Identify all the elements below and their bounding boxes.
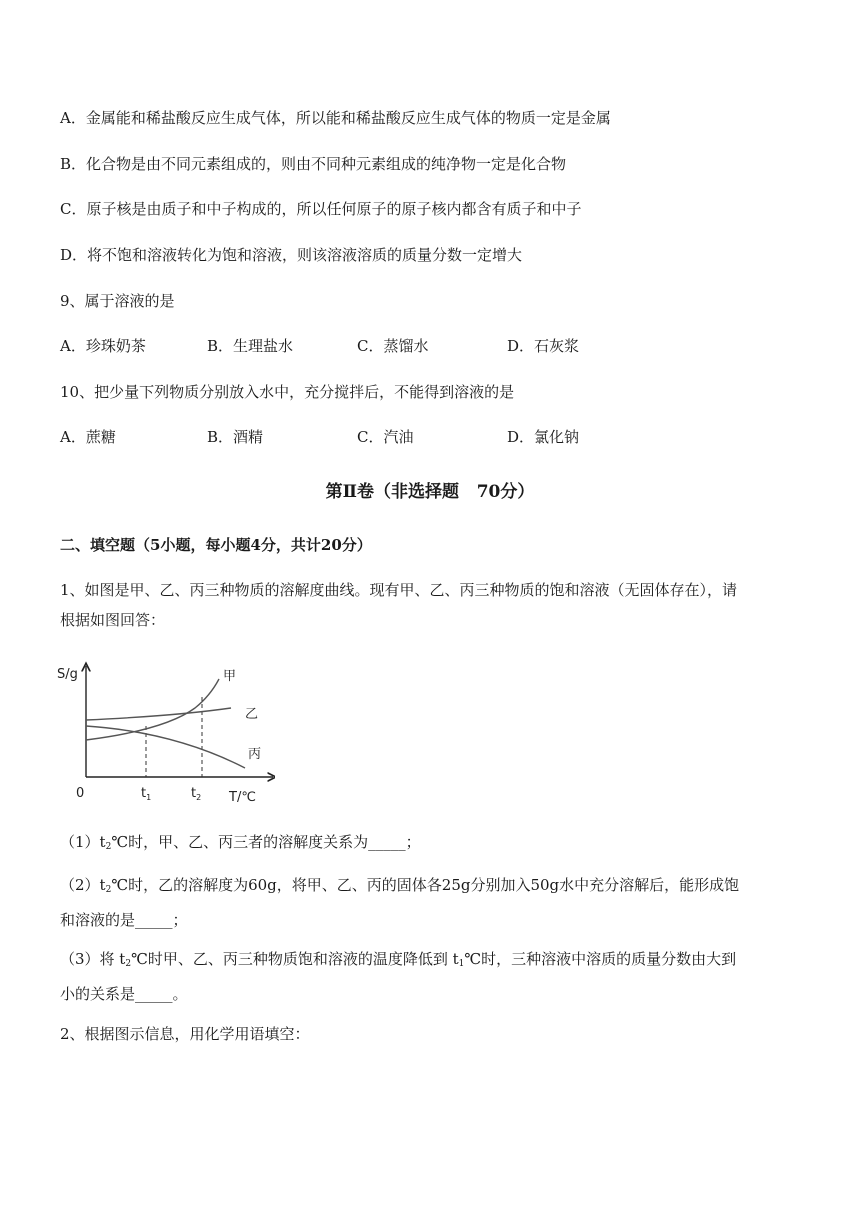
fq1-stem-line1: 1、如图是甲、乙、丙三种物质的溶解度曲线。现有甲、乙、丙三种物质的饱和溶液（无固体存在），请 [60,581,738,599]
q10-option-b: B．酒精 [207,428,264,446]
q10-stem: 10、把少量下列物质分别放入水中，充分搅拌后，不能得到溶液的是 [60,383,515,401]
solubility-chart [55,660,275,810]
section2-title: 二、填空题（5小题，每小题4分，共计20分） [60,536,372,554]
q9-option-a: A．珍珠奶茶 [60,337,146,355]
q8-option-c: C．原子核是由质子和中子构成的，所以任何原子的原子核内都含有质子和中子 [60,200,582,218]
fq1-stem [60,575,805,635]
q8-option-d: D．将不饱和溶液转化为饱和溶液，则该溶液溶质的质量分数一定增大 [60,246,523,264]
part2-title: 第Ⅱ卷（非选择题 70分） [325,482,535,502]
q10-option-a: A．蔗糖 [60,428,116,446]
fq2-stem: 2、根据图示信息，用化学用语填空： [60,1025,310,1043]
fq1-sub2: $(2)t_2℃$时，乙的溶解度为60g，将甲、乙、丙的固体各25g分别加入50g水中充分溶解后，能形成饱 和溶液的是_____； [60,876,740,929]
y-axis-label: S/g [57,667,78,682]
t2-label: $t_2$ [191,786,202,802]
series-label-yi: 乙 [245,707,259,722]
q9-stem: 9、属于溶液的是 [60,292,175,310]
q9-option-c: C．蒸馏水 [357,337,429,355]
fq1-sub1: $(1)t_2℃$时，甲、乙、丙三者的溶解度关系为_____； [60,833,421,852]
series-label-jia: 甲 [223,669,237,684]
origin-label: 0 [76,786,85,801]
x-axis-label: T/℃ [229,790,256,805]
q10-option-d: D．氯化钠 [507,428,580,446]
q9-option-b: B．生理盐水 [207,337,294,355]
series-label-bing: 丙 [248,747,262,762]
q9-option-d: D．石灰浆 [507,337,580,355]
curve-bing [86,726,245,768]
t1-label: $t_1$ [141,786,152,802]
q10-option-c: C．汽油 [357,428,414,446]
fq1-stem-line2: 根据如图回答： [60,611,166,629]
curve-jia [86,679,219,740]
curve-yi [86,708,231,720]
fq1-sub3: （3）将 $t_2℃$时甲、乙、丙三种物质饱和溶液的温度降低到 $t_1℃$时，三种溶液中溶质的质量分数由大到 小的关系是_____。 [60,950,737,1003]
q8-option-a: A．金属能和稀盐酸反应生成气体，所以能和稀盐酸反应生成气体的物质一定是金属 [60,109,611,127]
q8-option-b: B．化合物是由不同元素组成的，则由不同种元素组成的纯净物一定是化合物 [60,155,567,173]
